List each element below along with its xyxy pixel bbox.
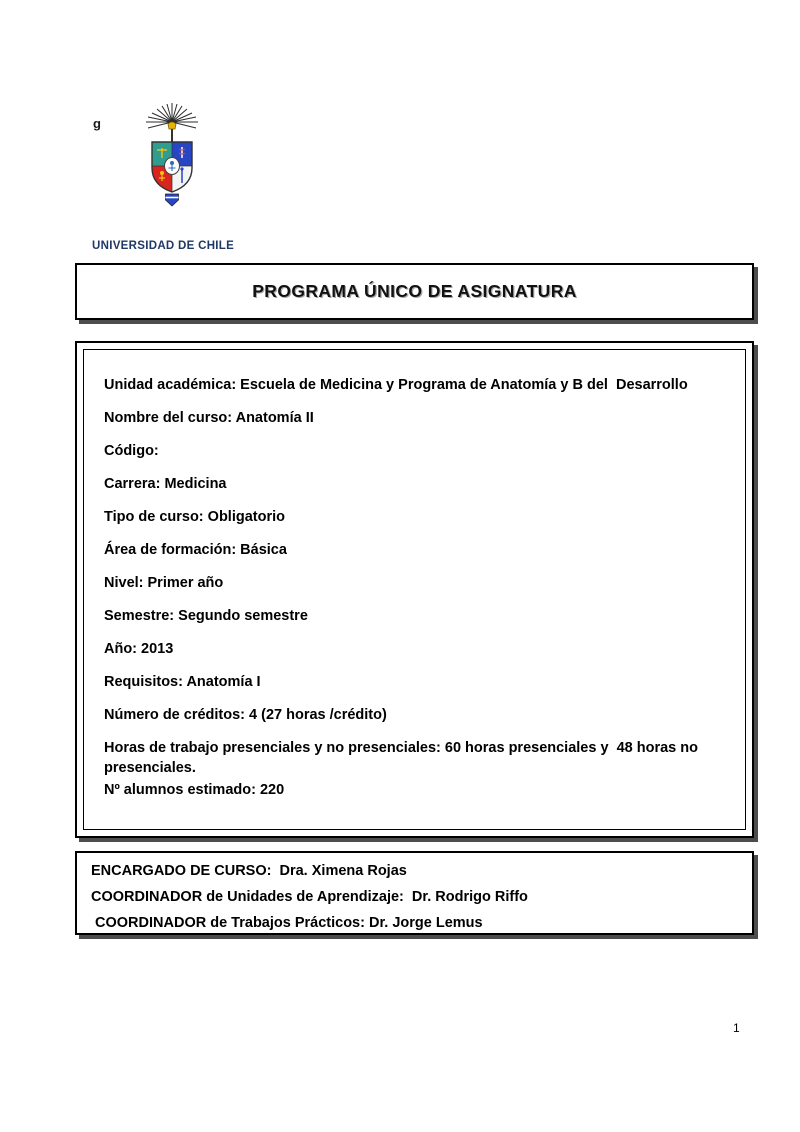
course-field-tipo-curso: Tipo de curso: Obligatorio bbox=[104, 509, 285, 525]
university-crest-icon bbox=[138, 102, 206, 208]
course-field-nombre-curso: Nombre del curso: Anatomía II bbox=[104, 410, 314, 426]
course-field-nivel: Nivel: Primer año bbox=[104, 575, 224, 591]
course-field-area-formacion: Área de formación: Básica bbox=[104, 542, 287, 558]
course-field-unidad-academica: Unidad académica: Escuela de Medicina y Programa de Anatomía y B del Desarrollo bbox=[104, 377, 688, 393]
course-field-requisitos: Requisitos: Anatomía I bbox=[104, 674, 261, 690]
course-field-anio: Año: 2013 bbox=[104, 641, 174, 657]
course-field-creditos: Número de créditos: 4 (27 horas /crédito) bbox=[104, 707, 387, 723]
staff-line-coordinador-practicos: COORDINADOR de Trabajos Prácticos: Dr. Jorge Lemus bbox=[91, 915, 483, 931]
course-field-carrera: Carrera: Medicina bbox=[104, 476, 227, 492]
course-info-box bbox=[75, 341, 754, 838]
page-number: 1 bbox=[733, 1021, 740, 1035]
course-field-alumnos-estimado: Nº alumnos estimado: 220 bbox=[104, 782, 285, 798]
stray-character: g bbox=[93, 116, 101, 131]
staff-line-encargado: ENCARGADO DE CURSO: Dra. Ximena Rojas bbox=[91, 863, 407, 879]
course-field-semestre: Semestre: Segundo semestre bbox=[104, 608, 308, 624]
staff-line-coordinador-unidades: COORDINADOR de Unidades de Aprendizaje: Dr. Rodrigo Riffo bbox=[91, 889, 528, 905]
letterhead-university: UNIVERSIDAD DE CHILE bbox=[92, 240, 235, 252]
page-title: PROGRAMA ÚNICO DE ASIGNATURA bbox=[252, 281, 577, 301]
staff-box bbox=[75, 851, 754, 935]
program-title-box bbox=[75, 263, 754, 320]
course-info-inner-frame bbox=[83, 349, 746, 830]
course-field-codigo: Código: bbox=[104, 443, 159, 459]
course-field-horas-trabajo: Horas de trabajo presenciales y no presenciales: 60 horas presenciales y 48 horas no presenciales. bbox=[104, 740, 703, 776]
